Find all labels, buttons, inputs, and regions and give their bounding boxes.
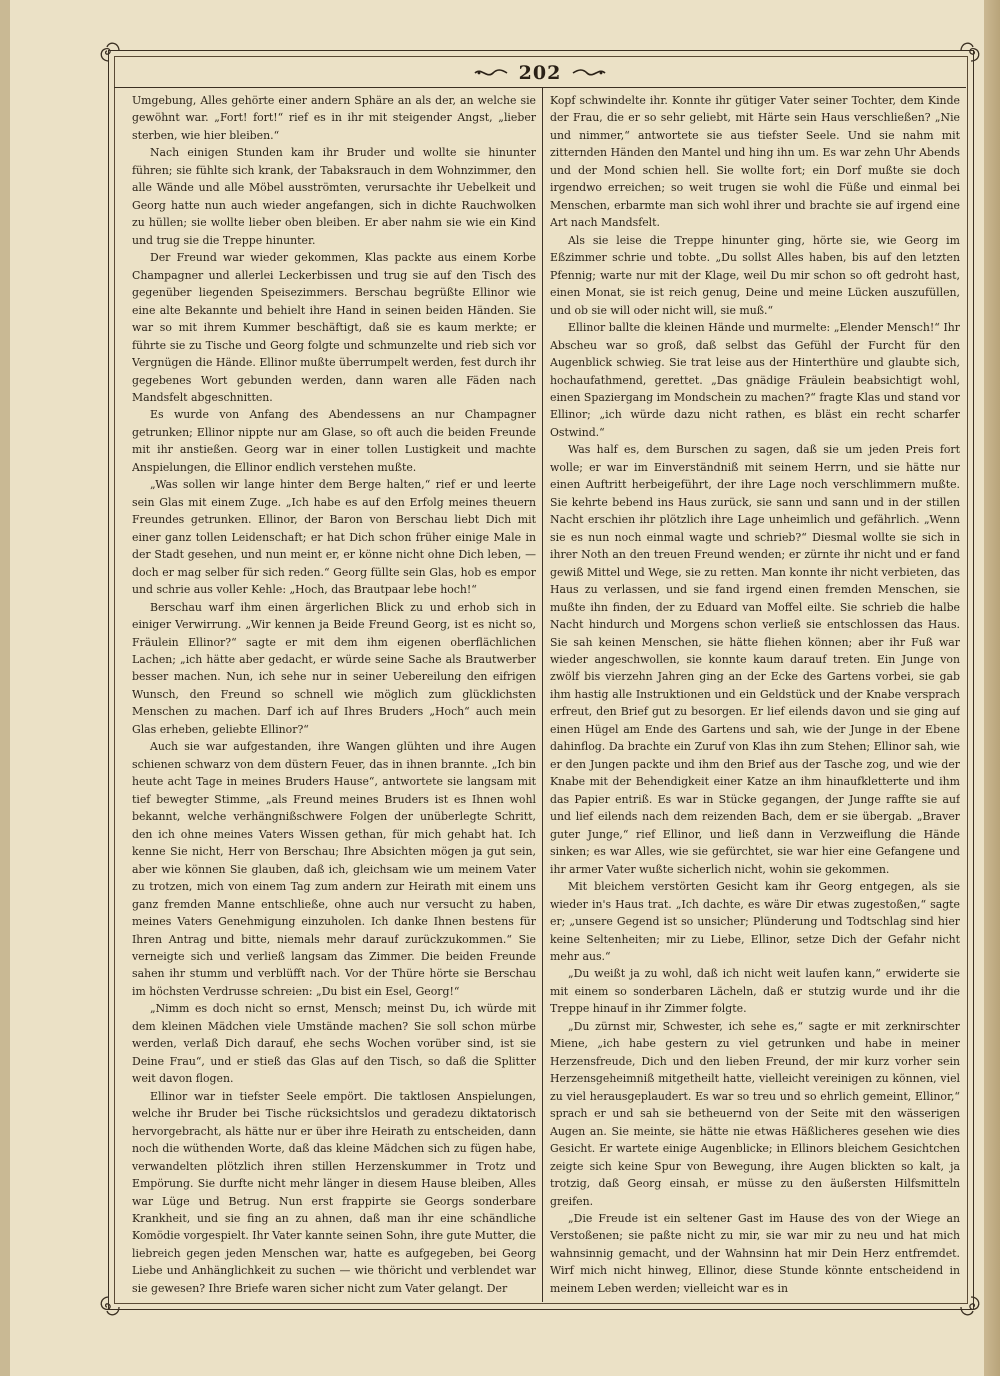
page-edge-right: [984, 0, 1000, 1376]
page-header: [114, 58, 966, 88]
page-number: 202: [518, 62, 562, 84]
paragraph: „Du weißt ja zu wohl, daß ich nicht weit laufen kann,“ erwiderte sie mit einem so sonderbaren Lächeln, daß er stutzig wurde und ihr die Treppe hinauf in ihr Zimmer folgte.: [550, 967, 960, 1016]
flourish-left-icon: [473, 66, 509, 80]
paragraph: Nach einigen Stunden kam ihr Bruder und wollte sie hinunter führen; sie fühlte sich krank, der Tabaksrauch in dem Wohnzimmer, den alle Wände und alle Möbel ausströmten, verursachte ihr Uebelkeit und Georg hatte nun auch wieder angefangen, sich in dichte Rauchwolken zu hüllen; sie wollte lieber oben bleiben. Er aber nahm sie wie ein Kind und trug sie die Treppe hinunter.: [132, 146, 536, 247]
paragraph: „Nimm es doch nicht so ernst, Mensch; meinst Du, ich würde mit dem kleinen Mädchen viele Umstände machen? Sie soll schon mürbe werden, verlaß Dich darauf, ehe sechs Wochen vorüber sind, ist sie Deine Frau“, und er stieß das Glas auf den Tisch, so daß die Splitter weit davon flogen.: [132, 1002, 536, 1086]
left-column: [132, 92, 536, 1298]
paragraph: Auch sie war aufgestanden, ihre Wangen glühten und ihre Augen schienen schwarz von dem düstern Feuer, das in ihnen brannte. „Ich bin heute acht Tage in meines Bruders Hause“, antwortete sie langsam mit tief bewegter Stimme, „als Freund meines Bruders ist es Ihnen wohl bekannt, welche verhängnißschwere Folgen der unüberlegte Schritt, den ich ohne meines Vaters Wissen gethan, für mich gehabt hat. Ich kenne Sie nicht, Herr von Berschau; Ihre Absichten mögen ja gut sein, aber wie können Sie glauben, daß ich, gleichsam wie um meinem Vater zu trotzen, mich von einem Tag zum andern zur Heirath mit einem uns ganz fremden Manne entschließe, ohne auch nur versucht zu haben, meines Vaters Genehmigung einzuholen. Ich danke Ihnen bestens für Ihren Antrag und bitte, niemals mehr darauf zurückzukommen.“ Sie verneigte sich und verließ langsam das Zimmer. Die beiden Freunde sahen ihr stumm und verblüfft nach. Vor der Thüre hörte sie Berschau im höchsten Verdrusse schreien: „Du bist ein Esel, Georg!“: [132, 740, 536, 998]
paragraph: Als sie leise die Treppe hinunter ging, hörte sie, wie Georg im Eßzimmer schrie und tobte. „Du sollst Alles haben, bis auf den letzten Pfennig; warte nur mit der Klage, weil Du mir schon so oft gedroht hast, einen Monat, sie ist reich genug, Deine und meine Lücken auszufüllen, und ob sie will oder nicht will, sie muß.“: [550, 233, 960, 317]
paragraph: Mit bleichem verstörten Gesicht kam ihr Georg entgegen, als sie wieder in's Haus trat. „Ich dachte, es wäre Dir etwas zugestoßen,“ sagte er; „unsere Gegend ist so unsicher; Plünderung und Todtschlag sind hier keine Seltenheiten; mir zu Liebe, Ellinor, setze Dich der Gefahr nicht mehr aus.“: [550, 880, 960, 963]
paragraph: „Die Freude ist ein seltener Gast im Hause des von der Wiege an Verstoßenen; sie paßte nicht zu mir, sie war mir zu neu und hat mich wahnsinnig gemacht, und der Wahnsinn hat mir Dein Herz entfremdet. Wirf mich nicht hinweg, Ellinor, diese Stunde könnte entscheidend in meinem Leben werden; vielleicht war es in: [550, 1212, 960, 1295]
corner-ornament-bottom-left-icon: [96, 1294, 122, 1320]
paragraph: Was half es, dem Burschen zu sagen, daß sie um jeden Preis fort wolle; er war im Einverständniß mit seinem Herrn, und sie hätte nur einen Auftritt herbeigeführt, der ihre Lage noch verschlimmern mußte. Sie kehrte bebend ins Haus zurück, sie sann und sann und in der stillen Nacht erschien ihr plötzlich ihre Lage unheimlich und gefährlich. „Wenn sie es nun noch einmal wagte und schrieb?“ Diesmal wollte sie sich in ihrer Noth an den treuen Freund wenden; er zürnte ihr nicht und er fand gewiß Mittel und Wege, sie zu retten. Man konnte ihr nicht verbieten, das Haus zu verlassen, und sie fand irgend einen fremden Menschen, sie mußte ihn finden, der zu Eduard van Moffel eilte. Sie schrieb die halbe Nacht hindurch und Morgens schon verließ sie entschlossen das Haus. Sie sah keinen Menschen, sie hätte fliehen können; aber ihr Fuß war wieder angeschwollen, sie konnte kaum darauf treten. Ein Junge von zwölf bis vierzehn Jahren ging an der Ecke des Gartens vorbei, sie gab ihm hastig alle Instruktionen und ein Geldstück und der Knabe versprach erfreut, den Brief gut zu besorgen. Er lief eilends davon und sie ging auf einen Hügel am Ende des Gartens und sah, wie der Junge in der Ebene dahinflog. Da brachte ein Zuruf von Klas ihn zum Stehen; Ellinor sah, wie er den Jungen packte und ihm den Brief aus der Tasche zog, und wie der Knabe mit der Behendigkeit einer Katze an ihm hinaufkletterte und ihm das Papier entriß. Es war in Stücke gegangen, der Junge raffte sie auf und lief eilends nach dem reizenden Bach, dem er sie übergab. „Braver guter Junge,“ rief Ellinor, und ließ dann in Verzweiflung die Hände sinken; es war Alles, wie sie gefürchtet, sie war hier eine Gefangene und ihr armer Vater wußte sicherlich nicht, wohin sie gekommen.: [550, 443, 960, 876]
header-rule: [114, 87, 966, 88]
paragraph: Ellinor ballte die kleinen Hände und murmelte: „Elender Mensch!“ Ihr Abscheu war so groß, daß selbst das Gefühl der Furcht für den Augenblick schwieg. Sie trat leise aus der Hinterthüre und glaubte sich, hochaufathmend, gerettet. „Das gnädige Fräulein beabsichtigt wohl, einen Spaziergang im Mondschein zu machen?“ fragte Klas und stand vor Ellinor; „ich würde dazu nicht rathen, es bläst ein recht scharfer Ostwind.“: [550, 321, 960, 439]
paragraph: Umgebung, Alles gehörte einer andern Sphäre an als der, an welche sie gewöhnt war. „Fort! fort!“ rief es in ihr mit steigender Angst, „lieber sterben, wie hier bleiben.“: [132, 94, 536, 142]
paragraph: Berschau warf ihm einen ärgerlichen Blick zu und erhob sich in einiger Verwirrung. „Wir kennen ja Beide Freund Georg, ist es nicht so, Fräulein Ellinor?“ sagte er mit dem ihm eigenen oberflächlichen Lachen; „ich hätte aber gedacht, er würde seine Sache als Brautwerber besser machen. Nun, ich sehe nur in seiner Uebereilung den eifrigen Wunsch, den Freund so schnell wie möglich zum glücklichsten Menschen zu machen. Darf ich auf Ihres Bruders „Hoch“ auch mein Glas erheben, geliebte Ellinor?“: [132, 600, 536, 736]
paragraph: „Was sollen wir lange hinter dem Berge halten,“ rief er und leerte sein Glas mit einem Zuge. „Ich habe es auf den Erfolg meines theuern Freundes getrunken. Ellinor, der Baron von Berschau liebt Dich mit einer ganz tollen Leidenschaft; er hat Dich schon früher einige Male in der Stadt gesehen, und nun meint er, er könne nicht ohne Dich leben, — doch er mag selber für sich reden.“ Georg füllte sein Glas, hob es empor und schrie aus voller Kehle: „Hoch, das Brautpaar lebe hoch!“: [132, 478, 536, 597]
right-column: [550, 92, 960, 1298]
corner-ornament-bottom-right-icon: [958, 1294, 984, 1320]
paragraph: Der Freund war wieder gekommen, Klas packte aus einem Korbe Champagner und allerlei Leckerbissen und trug sie auf den Tisch des gegenüber liegenden Speisezimmers. Berschau begrüßte Ellinor wie eine alte Bekannte und behielt ihre Hand in seinen beiden Händen. Sie war so mit ihrem Kummer beschäftigt, daß sie es kaum merkte; er führte sie zu Tische und Georg folgte und schmunzelte und rieb sich vor Vergnügen die Hände. Ellinor mußte überrumpelt werden, fest durch ihr gegebenes Wort gebunden werden, dann waren alle Fäden nach Mandsfelt abgeschnitten.: [132, 251, 536, 404]
paragraph: „Du zürnst mir, Schwester, ich sehe es,“ sagte er mit zerknirschter Miene, „ich habe gestern zu viel getrunken und habe in meiner Herzensfreude, Dich und den lieben Freund, der mir kurz vorher sein Herzensgeheimniß mitgetheilt hatte, vielleicht vereinigen zu können, viel zu viel herausgeplaudert. Es war so treu und so ehrlich gemeint, Ellinor,“ sprach er und sah sie betheuernd von der Seite mit den wässerigen Augen an. Sie meinte, sie hätte nie etwas Häßlicheres gesehen wie dies Gesicht. Er wartete einige Augenblicke; in Ellinors bleichem Gesichtchen zeigte sich keine Spur von Bewegung, ihre Augen blickten so kalt, ja trotzig, daß Georg einsah, er müsse zu den äußersten Hilfsmitteln greifen.: [550, 1019, 960, 1208]
column-divider: [542, 88, 543, 1302]
paragraph: Ellinor war in tiefster Seele empört. Die taktlosen Anspielungen, welche ihr Bruder bei Tische rücksichtslos und geradezu diktatorisch hervorgebracht, als hätte nur er über ihre Heirath zu entscheiden, dann noch die wüthenden Worte, daß das kleine Mädchen sich zu fügen habe, verwandelten plötzlich ihren stillen Herzenskummer in Trotz und Empörung. Sie durfte nicht mehr länger in diesem Hause bleiben, Alles war Lüge und Betrug. Nun erst frappirte sie Georgs sonderbare Krankheit, und sie fing an zu ahnen, daß man ihr eine schändliche Komödie vorgespielt. Ihr Vater kannte seinen Sohn, ihre gute Mutter, die liebreich gegen jeden Menschen war, hatte es aufgegeben, bei Georg Liebe und Anhänglichkeit zu suchen — wie thöricht und verblendet war sie gewesen? Ihre Briefe waren sicher nicht zum Vater gelangt. Der: [132, 1089, 536, 1295]
flourish-right-icon: [571, 66, 607, 80]
paragraph: Es wurde von Anfang des Abendessens an nur Champagner getrunken; Ellinor nippte nur am Glase, so oft auch die beiden Freunde mit ihr anstießen. Georg war in einer tollen Lustigkeit und machte Anspielungen, die Ellinor endlich verstehen mußte.: [132, 408, 536, 474]
page-edge-left: [0, 0, 10, 1376]
paragraph: Kopf schwindelte ihr. Konnte ihr gütiger Vater seiner Tochter, dem Kinde der Frau, die er so sehr geliebt, mit Härte sein Haus verschließen? „Nie und nimmer,“ antwortete sie aus tiefster Seele. Und sie nahm mit zitternden Händen den Mantel und hing ihn um. Es war zehn Uhr Abends und der Mond schien hell. Sie wollte fort; ein Dorf mußte sie doch irgendwo erreichen; so weit trugen sie wohl die Füße und einmal bei Menschen, erbarmte man sich wohl ihrer und brachte sie auf irgend eine Art nach Mandsfelt.: [550, 94, 960, 230]
